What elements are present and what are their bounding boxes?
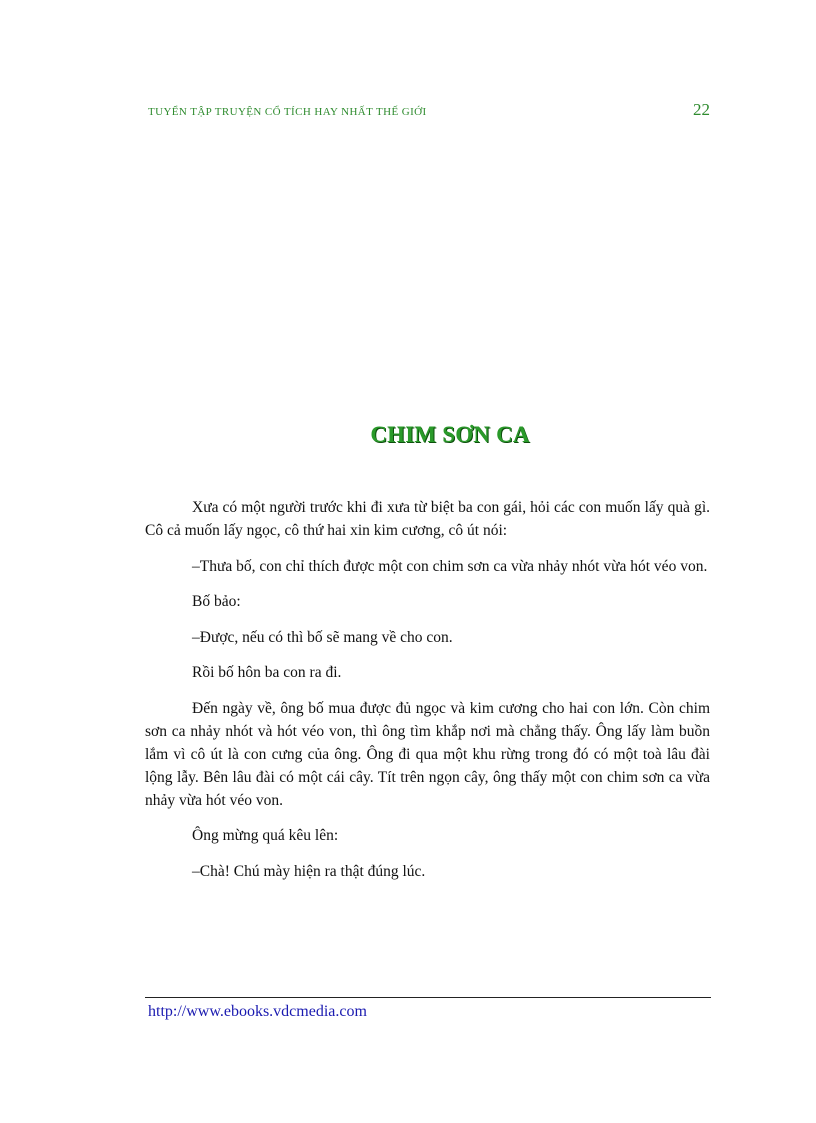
paragraph: –Được, nếu có thì bố sẽ mang về cho con.: [192, 628, 453, 646]
paragraph: Rồi bố hôn ba con ra đi.: [192, 664, 342, 681]
paragraph: Đến ngày về, ông bố mua được đủ ngọc và kim cương cho hai con lớn. Còn chim sơn ca nhảy nhót và hót véo von, thì ông tìm khắp nơi mà chẳng thấy. Ông lấy làm buồn lắm vì cô út là con cưng của ông. Ông đi qua một khu rừng trong đó có một toà lâu đài lộng lẫy. Bên lâu đài có một cái cây. Tít trên ngọn cây, ông thấy một con chim sơn ca vừa nhảy vừa hót véo von.: [145, 699, 710, 809]
book-title: TUYỂN TẬP TRUYỆN CỔ TÍCH HAY NHẤT THẾ GIỚI: [148, 106, 427, 118]
paragraph: –Chà! Chú mày hiện ra thật đúng lúc.: [192, 862, 426, 880]
footer-link[interactable]: http://www.ebooks.vdcmedia.com: [148, 1003, 367, 1020]
paragraph: Bố bảo:: [192, 593, 241, 610]
page-number: 22: [693, 100, 710, 119]
story-body: [145, 496, 710, 895]
footer-divider: [145, 997, 711, 998]
story-title: CHIM SƠN CA: [370, 422, 530, 447]
paragraph: Xưa có một người trước khi đi xưa từ biệt ba con gái, hỏi các con muốn lấy quà gì. Cô cả muốn lấy ngọc, cô thứ hai xin kim cương, cô út nói:: [145, 499, 710, 539]
paragraph: –Thưa bố, con chỉ thích được một con chim sơn ca vừa nhảy nhót vừa hót véo von.: [192, 557, 708, 575]
paragraph: Ông mừng quá kêu lên:: [192, 827, 339, 844]
